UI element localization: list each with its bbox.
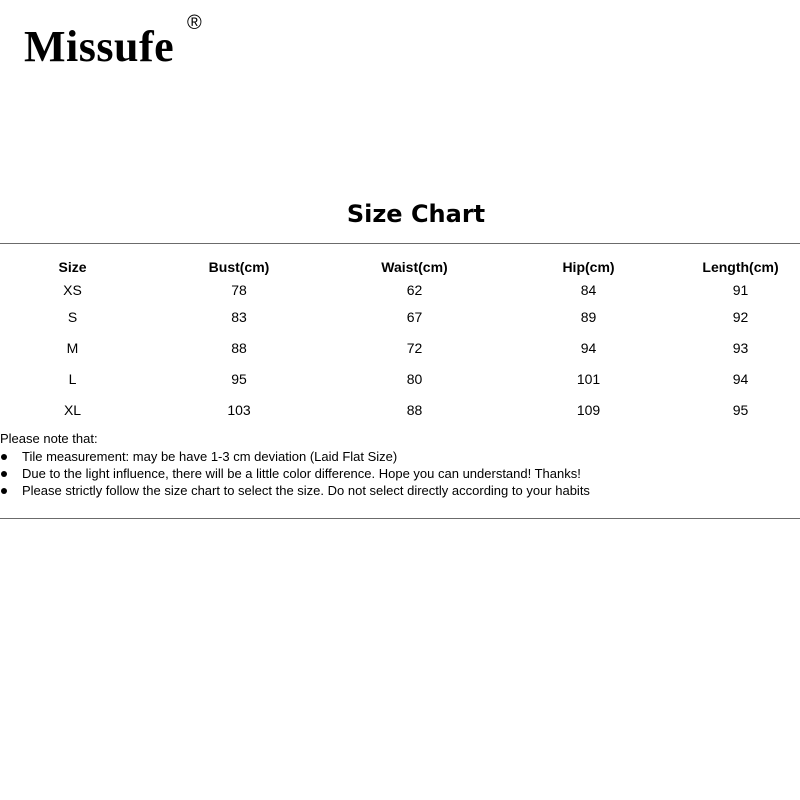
table-row — [0, 363, 800, 394]
cell-length: 93 — [732, 339, 749, 356]
cell-bust: 88 — [231, 339, 247, 356]
list-item — [0, 482, 800, 499]
cell-bust: 103 — [227, 401, 251, 418]
bullet-icon — [1, 454, 7, 460]
cell-waist: 80 — [406, 370, 423, 387]
bottom-divider — [0, 518, 800, 519]
table-row — [0, 332, 800, 363]
table-header-row — [0, 255, 800, 279]
page-title: Size Chart — [346, 200, 486, 228]
brand-name: Missufe — [24, 22, 175, 71]
bullet-icon — [1, 488, 7, 494]
cell-waist: 88 — [406, 401, 423, 418]
cell-hip: 101 — [576, 370, 601, 387]
cell-size: L — [68, 370, 77, 387]
cell-hip: 84 — [580, 282, 597, 298]
table-row — [0, 301, 800, 332]
cell-waist: 67 — [406, 308, 423, 325]
cell-length: 92 — [732, 308, 749, 325]
cell-bust: 78 — [231, 282, 247, 298]
notes-list — [0, 448, 800, 499]
column-header-bust: Bust(cm) — [208, 259, 270, 275]
cell-size: XL — [63, 401, 82, 418]
notes-section — [0, 430, 800, 499]
registered-mark: ® — [187, 12, 202, 34]
notes-heading: Please note that: — [0, 431, 98, 446]
cell-size: S — [67, 308, 78, 325]
column-header-hip: Hip(cm) — [562, 259, 615, 275]
column-header-size: Size — [58, 259, 87, 275]
cell-size: M — [66, 339, 79, 356]
note-text: Due to the light influence, there will be a little color difference. Hope you can understand! Thanks! — [22, 466, 581, 481]
cell-length: 94 — [732, 370, 749, 387]
list-item — [0, 465, 800, 482]
cell-length: 95 — [732, 401, 749, 418]
cell-hip: 89 — [580, 308, 597, 325]
cell-waist: 72 — [406, 339, 423, 356]
cell-waist: 62 — [406, 282, 423, 298]
table-row — [0, 279, 800, 301]
size-chart-table — [0, 255, 800, 425]
note-text: Tile measurement: may be have 1-3 cm deviation (Laid Flat Size) — [22, 449, 398, 464]
list-item — [0, 448, 800, 465]
cell-size: XS — [63, 282, 82, 298]
note-text: Please strictly follow the size chart to select the size. Do not select directly according to your habits — [22, 483, 590, 498]
cell-bust: 95 — [231, 370, 247, 387]
bullet-icon — [1, 471, 7, 477]
table-row — [0, 394, 800, 425]
top-divider — [0, 243, 800, 244]
column-header-waist: Waist(cm) — [381, 259, 448, 275]
cell-hip: 94 — [580, 339, 597, 356]
column-header-length: Length(cm) — [702, 259, 779, 275]
cell-length: 91 — [732, 282, 749, 298]
cell-hip: 109 — [576, 401, 601, 418]
cell-bust: 83 — [231, 308, 247, 325]
